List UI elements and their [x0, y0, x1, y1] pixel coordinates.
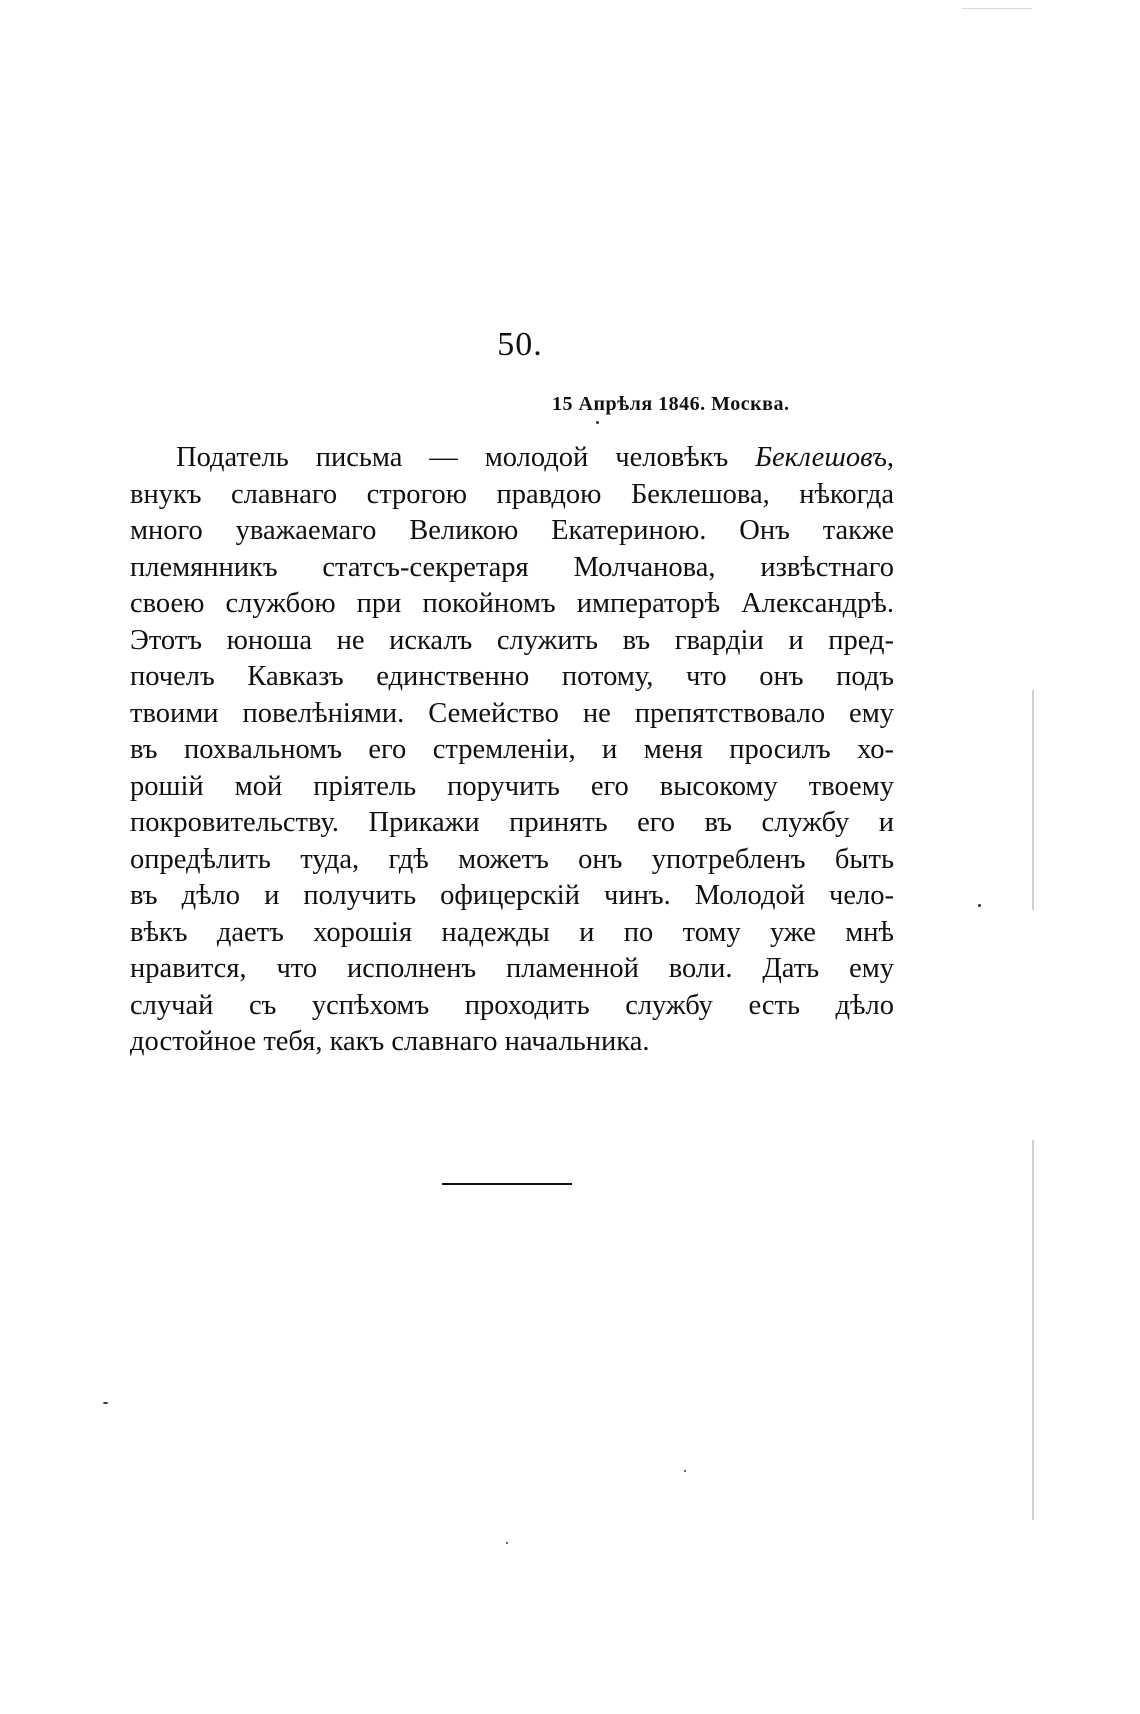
body-line: внукъ славнаго строгою правдою Беклешова, нѣкогда [130, 478, 894, 510]
body-line: Податель письма — молодой человѣкъ Беклешовъ, [176, 442, 894, 473]
body-line: много уважаемаго Великою Екатериною. Онъ также [130, 515, 894, 546]
scan-edge-line-upper [1032, 690, 1034, 910]
body-line: рошій мой пріятель поручить его высокому твоему [130, 770, 894, 802]
body-line: своею службою при покойномъ императорѣ Александрѣ. [130, 588, 894, 619]
body-line: почелъ Кавказъ единственно потому, что онъ подъ [130, 661, 894, 692]
body-line: покровительству. Прикажи принять его въ службу и [130, 807, 894, 838]
body-line: вѣкъ даетъ хорошія надежды и по тому уже мнѣ [130, 916, 894, 948]
scan-speck [506, 1542, 508, 1544]
scan-speck [684, 1470, 686, 1472]
body-line: достойное тебя, какъ славнаго начальника. [130, 1026, 650, 1057]
body-line: случай съ успѣхомъ проходить службу есть дѣло [130, 989, 894, 1021]
scan-speck [596, 421, 599, 424]
body-line: племянникъ статсъ-секретаря Молчанова, извѣстнаго [130, 551, 894, 583]
letter-number: 50. [497, 326, 543, 363]
body-line: нравится, что исполненъ пламенной воли. Дать ему [130, 953, 894, 984]
body-line: Этотъ юноша не искалъ служить въ гвардіи и пред- [130, 624, 894, 656]
section-rule [442, 1183, 572, 1185]
body-line: твоими повелѣніями. Семейство не препятствовало ему [130, 697, 894, 729]
letter-body [130, 440, 894, 1061]
scan-edge-mark [962, 8, 1032, 9]
dateline: 15 Апрѣля 1846. Москва. [552, 393, 790, 415]
scan-edge-line-lower [1032, 1140, 1034, 1520]
body-line: въ дѣло и получить офицерскій чинъ. Молодой чело- [130, 880, 894, 911]
body-line: въ похвальномъ его стремленіи, и меня просилъ хо- [130, 734, 894, 765]
body-line: опредѣлить туда, гдѣ можетъ онъ употребленъ быть [130, 843, 894, 875]
scan-speck [103, 1402, 108, 1404]
scan-speck [978, 904, 981, 907]
